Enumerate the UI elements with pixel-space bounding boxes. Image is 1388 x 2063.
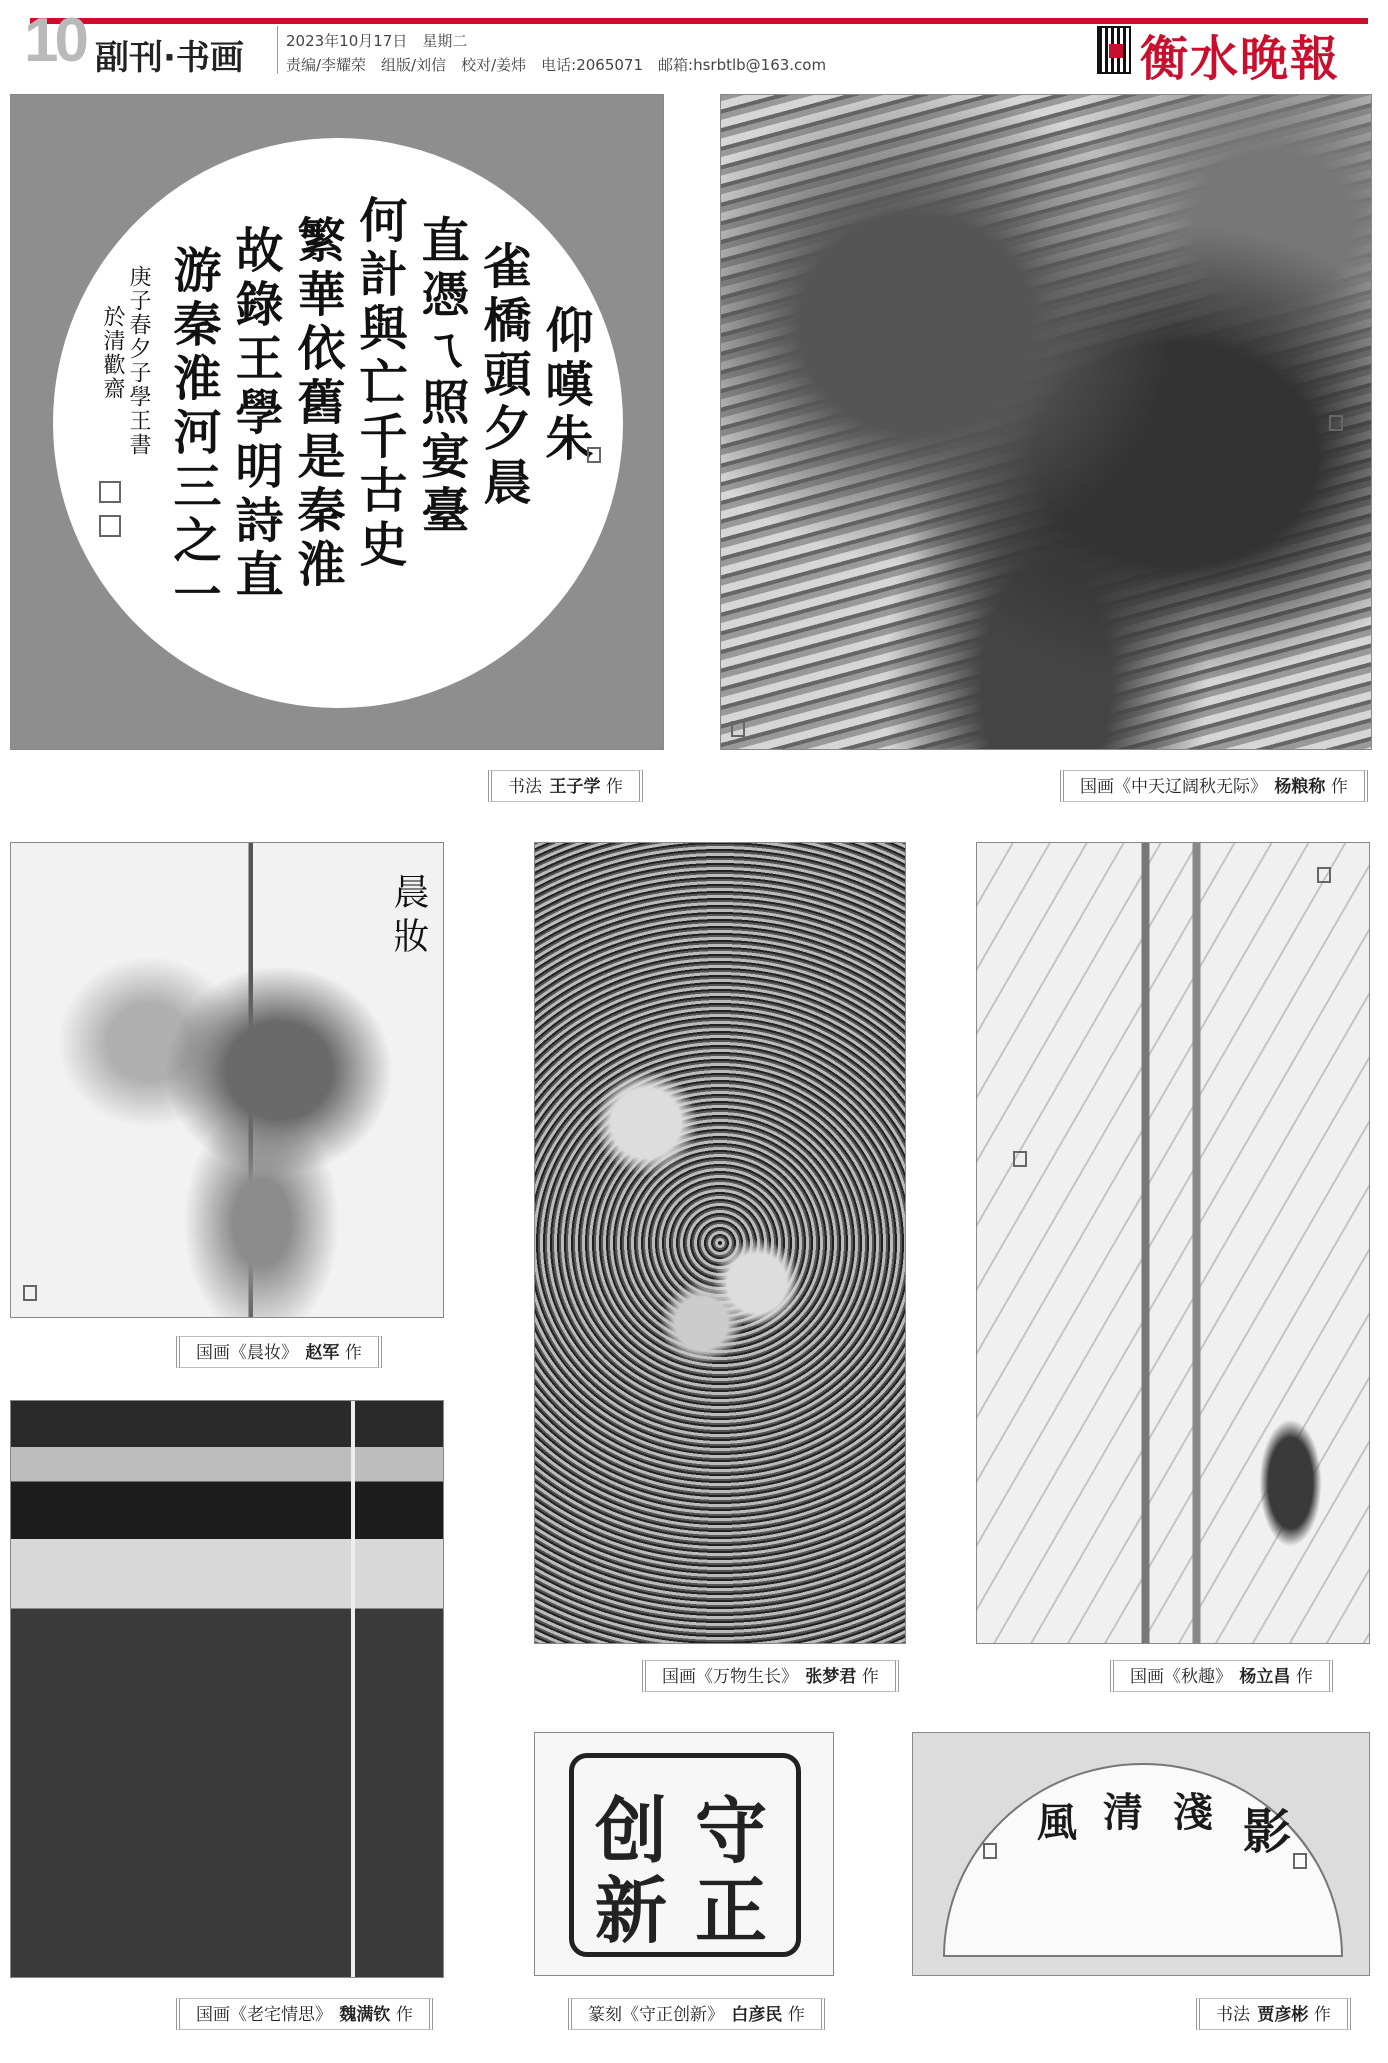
caption-type: 国画《秋趣》 (1130, 1667, 1232, 1687)
caption-type: 篆刻《守正创新》 (588, 2005, 724, 2025)
lotus-painting (10, 842, 444, 1318)
caption-author: 张梦君 (805, 1667, 857, 1687)
caption-type: 书法 (508, 777, 542, 797)
staff-credits: 责编/李耀荣 组版/刘信 校对/姜炜 电话:2065071 邮箱:hsrbtlb@163.com (286, 56, 827, 74)
caption-author: 杨粮称 (1274, 777, 1326, 797)
fan-char-2: 淺 (1173, 1789, 1213, 1836)
fan-char-3: 清 (1103, 1789, 1143, 1836)
caption-author: 魏满钦 (339, 2005, 391, 2025)
page-number: 10 (24, 6, 85, 75)
caption-landscape (1060, 770, 1368, 802)
seal-icon (731, 721, 745, 737)
caption-author: 王子学 (549, 777, 601, 797)
seal-icon (983, 1843, 997, 1859)
everything-grows-painting (534, 842, 906, 1644)
old-house-painting (10, 1400, 444, 1978)
signature-column-2: 於清歡齋 (100, 305, 125, 401)
caption-suffix: 作 (1330, 777, 1348, 797)
calligraphy-column-7: 游秦淮河三之一 (165, 245, 221, 623)
seal-char-1: 守 (695, 1788, 768, 1873)
header-divider (277, 26, 278, 74)
seal-char-2: 正 (695, 1868, 768, 1953)
caption-author: 白彦民 (731, 2005, 783, 2025)
caption-old-house (176, 1998, 433, 2030)
calligraphy-column-5: 繁華依舊是秦淮 (289, 215, 345, 593)
caption-type: 国画《老宅情思》 (196, 2005, 332, 2025)
fan-char-1: 影 (1243, 1804, 1292, 1860)
caption-suffix: 作 (395, 2005, 413, 2025)
seal-carving-artwork (534, 1732, 834, 1976)
newspaper-masthead: 衡水晚報 (1140, 31, 1341, 87)
caption-suffix: 作 (861, 1667, 879, 1687)
calligraphy-column-6: 故錄王學明詩直 (227, 225, 283, 603)
caption-everything-grows (642, 1660, 899, 1692)
landscape-painting (720, 94, 1372, 750)
fan-char-4: 風 (1037, 1799, 1077, 1846)
caption-author: 杨立昌 (1239, 1667, 1291, 1687)
caption-type: 国画《万物生长》 (662, 1667, 798, 1687)
caption-lotus (176, 1336, 382, 1368)
caption-suffix: 作 (1295, 1667, 1313, 1687)
calligraphy-column-3: 直憑ㄟ照宴臺 (413, 215, 469, 539)
caption-type: 国画《晨妆》 (196, 1343, 298, 1363)
caption-fan-calligraphy (1196, 1998, 1351, 2030)
seal-icon (99, 481, 121, 503)
seal-icon (23, 1285, 37, 1301)
calligraphy-column-2: 雀橋頭夕晨 (475, 241, 531, 511)
caption-type: 书法 (1216, 2005, 1250, 2025)
seal-icon (1013, 1151, 1027, 1167)
caption-suffix: 作 (344, 1343, 362, 1363)
caption-type: 国画《中天辽阔秋无际》 (1080, 777, 1267, 797)
seal-char-3: 创 (595, 1788, 668, 1873)
caption-suffix: 作 (605, 777, 623, 797)
signature-column-1: 庚子春夕子學王書 (126, 265, 151, 457)
seal-icon (587, 447, 601, 463)
fan-calligraphy-artwork (912, 1732, 1370, 1976)
calligraphy-round-artwork (10, 94, 664, 750)
caption-seal-carving (568, 1998, 825, 2030)
issue-date: 2023年10月17日 星期二 (286, 32, 468, 50)
caption-suffix: 作 (1313, 2005, 1331, 2025)
section-title: 副刊·书画 (95, 38, 244, 78)
caption-author: 赵军 (305, 1343, 340, 1363)
seal-icon (1293, 1853, 1307, 1869)
calligraphy-column-4: 何計與亡千古史 (351, 195, 407, 573)
caption-autumn-interest (1110, 1660, 1333, 1692)
seal-char-4: 新 (595, 1868, 668, 1953)
qr-logo-icon (1109, 44, 1123, 58)
panel-divider (351, 1401, 355, 1977)
caption-author: 贾彦彬 (1257, 2005, 1309, 2025)
painting-inscription: 晨妝 (388, 873, 429, 961)
autumn-interest-painting (976, 842, 1370, 1644)
seal-icon (1317, 867, 1331, 883)
caption-suffix: 作 (787, 2005, 805, 2025)
caption-calligraphy-wangzixue (488, 770, 643, 802)
seal-icon (99, 515, 121, 537)
seal-icon (1329, 415, 1343, 431)
calligraphy-column-1: 仰嘆朱 (537, 305, 593, 467)
